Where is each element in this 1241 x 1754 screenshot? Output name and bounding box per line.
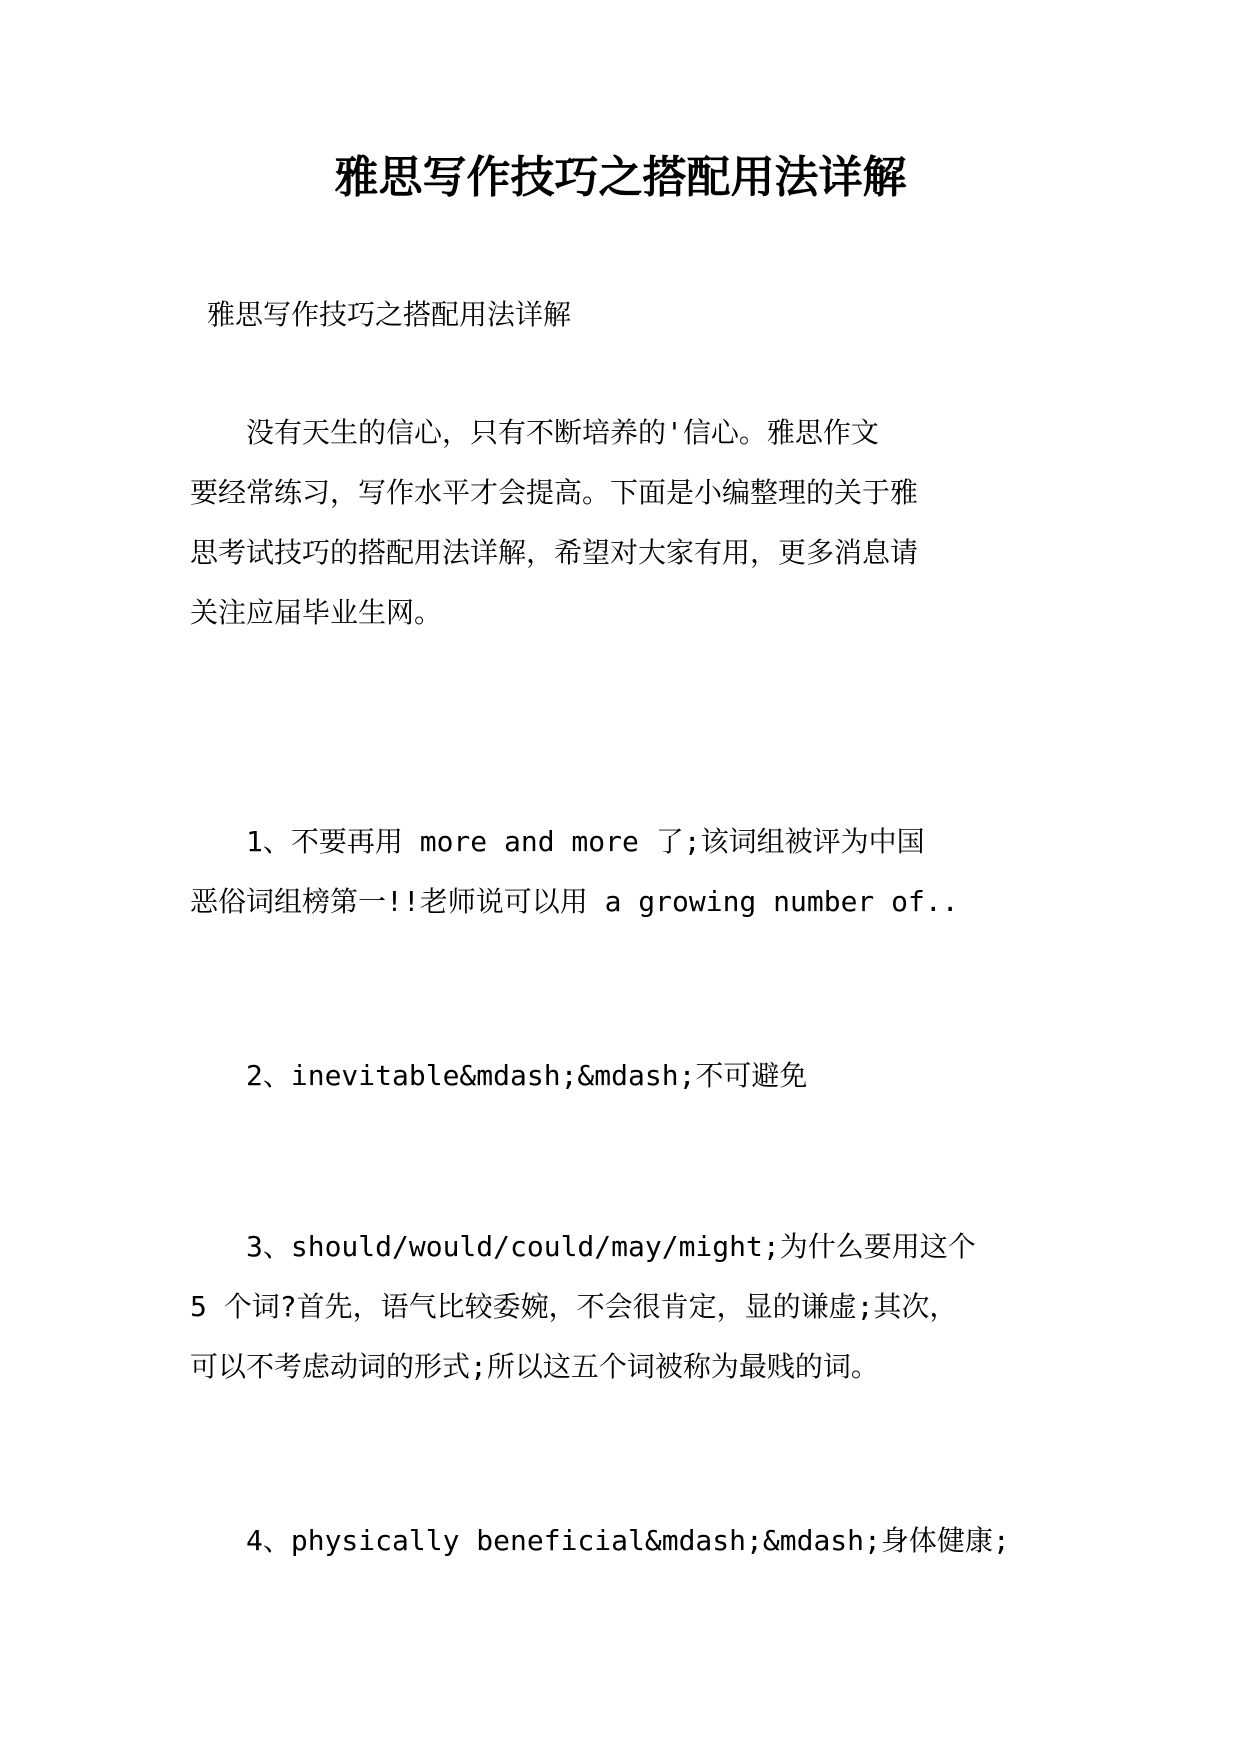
item-2-paragraph — [190, 1046, 1060, 1106]
intro-paragraph — [190, 403, 1060, 643]
item-4-line: 4、physically beneficial&mdash;&mdash;身体健康; — [190, 1524, 1010, 1557]
document-subtitle: 雅思写作技巧之搭配用法详解 — [207, 298, 572, 331]
intro-line: 没有天生的信心，只有不断培养的'信心。雅思作文 — [190, 416, 879, 449]
item-4-paragraph — [190, 1511, 1060, 1571]
item-3-line: 可以不考虑动词的形式;所以这五个词被称为最贱的词。 — [190, 1350, 879, 1383]
item-3-paragraph — [190, 1217, 1060, 1397]
item-3-line: 3、should/would/could/may/might;为什么要用这个 — [190, 1230, 976, 1263]
item-1-line: 恶俗词组榜第一!!老师说可以用 a growing number of.. — [190, 885, 959, 918]
document-title: 雅思写作技巧之搭配用法详解 — [334, 152, 907, 203]
item-2-line: 2、inevitable&mdash;&mdash;不可避免 — [190, 1059, 808, 1092]
item-1-line: 1、不要再用 more and more 了;该词组被评为中国 — [190, 825, 925, 858]
intro-line: 关注应届毕业生网。 — [190, 596, 443, 629]
item-1-paragraph — [190, 812, 1060, 932]
intro-line: 要经常练习，写作水平才会提高。下面是小编整理的关于雅 — [190, 476, 919, 509]
intro-line: 思考试技巧的搭配用法详解，希望对大家有用，更多消息请 — [190, 536, 919, 569]
item-3-line: 5 个词?首先，语气比较委婉，不会很肯定，显的谦虚;其次， — [190, 1290, 958, 1323]
